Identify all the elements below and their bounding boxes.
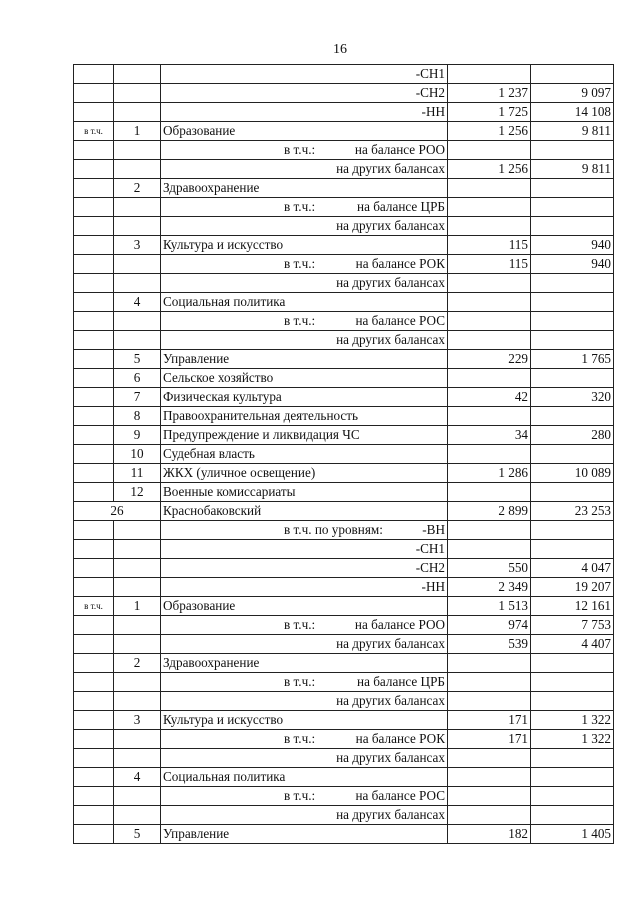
table-row	[74, 825, 614, 844]
table-row	[74, 217, 614, 236]
value-col1	[448, 407, 531, 426]
value-col1: 115	[448, 236, 531, 255]
table-row	[74, 635, 614, 654]
value-col1: 1 513	[448, 597, 531, 616]
row-label: Образование	[163, 123, 236, 138]
row-number	[114, 540, 161, 559]
row-prefix	[74, 103, 114, 122]
value-col2	[531, 217, 614, 236]
row-label: на балансе РОО	[354, 142, 445, 157]
value-col2: 4 407	[531, 635, 614, 654]
row-number: 2	[114, 654, 161, 673]
row-number	[114, 255, 161, 274]
value-col1: 1 725	[448, 103, 531, 122]
row-prefix	[74, 806, 114, 825]
table-row	[74, 673, 614, 692]
value-col2: 9 811	[531, 160, 614, 179]
value-col2	[531, 293, 614, 312]
row-label-cell	[161, 426, 448, 445]
row-prefix	[74, 388, 114, 407]
row-number	[114, 806, 161, 825]
table-row	[74, 464, 614, 483]
row-label: на других балансах	[336, 750, 445, 765]
value-col2	[531, 521, 614, 540]
value-col2: 10 089	[531, 464, 614, 483]
table-row	[74, 350, 614, 369]
row-number: 5	[114, 825, 161, 844]
row-number: 2	[114, 179, 161, 198]
row-label: Правоохранительная деятельность	[163, 408, 359, 423]
row-label: на других балансах	[336, 275, 445, 290]
row-label-cell	[161, 768, 448, 787]
value-col1: 115	[448, 255, 531, 274]
row-prefix	[74, 369, 114, 388]
row-number	[114, 274, 161, 293]
value-col2: 14 108	[531, 103, 614, 122]
value-col1: 1 237	[448, 84, 531, 103]
row-label: Управление	[163, 351, 230, 366]
row-label-cell	[161, 692, 448, 711]
row-prefix	[74, 540, 114, 559]
row-number	[114, 160, 161, 179]
row-number: 3	[114, 236, 161, 255]
value-col2: 19 207	[531, 578, 614, 597]
row-label-cell	[161, 103, 448, 122]
table-row	[74, 236, 614, 255]
value-col2: 1 322	[531, 711, 614, 730]
row-prefix	[74, 160, 114, 179]
row-label-cell	[161, 350, 448, 369]
value-col1	[448, 692, 531, 711]
row-prefix	[74, 483, 114, 502]
row-label-cell	[161, 464, 448, 483]
value-col1: 229	[448, 350, 531, 369]
row-label-cell	[161, 236, 448, 255]
row-number: 1	[114, 122, 161, 141]
row-label-cell	[161, 331, 448, 350]
table-row	[74, 179, 614, 198]
row-number: 9	[114, 426, 161, 445]
row-label-cell	[161, 179, 448, 198]
value-col2	[531, 407, 614, 426]
value-col2: 23 253	[531, 502, 614, 521]
row-prefix	[74, 464, 114, 483]
row-number	[114, 141, 161, 160]
row-label: Образование	[163, 598, 236, 613]
value-col1	[448, 141, 531, 160]
row-label-cell	[161, 673, 448, 692]
value-col1: 182	[448, 825, 531, 844]
row-prefix	[74, 65, 114, 84]
row-label-cell	[161, 483, 448, 502]
value-col1	[448, 274, 531, 293]
row-label-cell	[161, 521, 448, 540]
value-col1	[448, 331, 531, 350]
value-col2	[531, 692, 614, 711]
value-col2: 1 322	[531, 730, 614, 749]
value-col1	[448, 312, 531, 331]
row-prefix	[74, 255, 114, 274]
value-col1	[448, 65, 531, 84]
row-label: Управление	[163, 826, 230, 841]
row-label-cell	[161, 806, 448, 825]
row-number	[114, 635, 161, 654]
row-label: ЖКХ (уличное освещение)	[163, 465, 316, 480]
table-row	[74, 787, 614, 806]
table-row	[74, 730, 614, 749]
row-label: на балансе РОК	[355, 256, 445, 271]
row-label: на балансе ЦРБ	[357, 674, 445, 689]
row-number: 10	[114, 445, 161, 464]
row-label: -СН1	[415, 541, 445, 556]
table-row	[74, 141, 614, 160]
table-row	[74, 274, 614, 293]
row-prefix	[74, 426, 114, 445]
table-row	[74, 331, 614, 350]
row-subprefix: в т.ч.:	[284, 256, 316, 271]
table-row	[74, 711, 614, 730]
value-col1	[448, 540, 531, 559]
value-col2: 1 405	[531, 825, 614, 844]
table-row	[74, 84, 614, 103]
row-prefix	[74, 635, 114, 654]
row-label: на балансе РОК	[355, 731, 445, 746]
value-col1	[448, 787, 531, 806]
value-col2: 9 811	[531, 122, 614, 141]
value-col2	[531, 540, 614, 559]
table-row	[74, 103, 614, 122]
row-label: -СН2	[415, 560, 445, 575]
row-label-cell	[161, 445, 448, 464]
value-col2: 9 097	[531, 84, 614, 103]
value-col2: 940	[531, 255, 614, 274]
row-number: 12	[114, 483, 161, 502]
row-prefix	[74, 179, 114, 198]
row-label-cell	[161, 255, 448, 274]
row-prefix	[74, 749, 114, 768]
value-col1: 2 349	[448, 578, 531, 597]
row-prefix	[74, 350, 114, 369]
row-subprefix: в т.ч.:	[284, 788, 316, 803]
value-col2: 12 161	[531, 597, 614, 616]
row-prefix	[74, 312, 114, 331]
row-number	[114, 673, 161, 692]
value-col1	[448, 768, 531, 787]
table-row	[74, 692, 614, 711]
value-col1: 42	[448, 388, 531, 407]
row-label-cell	[161, 198, 448, 217]
row-number	[114, 198, 161, 217]
row-number	[114, 787, 161, 806]
value-col2	[531, 806, 614, 825]
table-row	[74, 521, 614, 540]
row-prefix	[74, 521, 114, 540]
row-label: Краснобаковский	[163, 503, 262, 518]
row-number: 6	[114, 369, 161, 388]
row-subprefix: в т.ч.:	[284, 199, 316, 214]
row-prefix	[74, 768, 114, 787]
row-label: на балансе ЦРБ	[357, 199, 445, 214]
row-label: Культура и искусство	[163, 237, 284, 252]
value-col1	[448, 369, 531, 388]
row-number	[114, 749, 161, 768]
row-label-cell	[161, 540, 448, 559]
table-row	[74, 578, 614, 597]
row-prefix	[74, 787, 114, 806]
value-col1: 171	[448, 711, 531, 730]
row-label: на балансе РОС	[355, 313, 445, 328]
row-prefix	[74, 692, 114, 711]
value-col2	[531, 654, 614, 673]
table-row	[74, 806, 614, 825]
row-prefix	[74, 293, 114, 312]
row-label: -СН1	[415, 66, 445, 81]
row-label-cell	[161, 749, 448, 768]
row-number: 4	[114, 293, 161, 312]
value-col2	[531, 787, 614, 806]
row-label-cell	[161, 65, 448, 84]
row-number	[114, 103, 161, 122]
row-number	[114, 616, 161, 635]
row-label: Здравоохранение	[163, 180, 260, 195]
row-number: 7	[114, 388, 161, 407]
row-prefix	[74, 578, 114, 597]
value-col1	[448, 654, 531, 673]
value-col2	[531, 749, 614, 768]
value-col1	[448, 198, 531, 217]
row-label-cell	[161, 388, 448, 407]
row-number	[114, 65, 161, 84]
row-label: -НН	[421, 104, 445, 119]
value-col1	[448, 217, 531, 236]
page-number: 16	[333, 42, 347, 57]
row-subprefix: в т.ч. по уровням:	[284, 522, 383, 537]
table-row	[74, 654, 614, 673]
row-subprefix: в т.ч.:	[284, 617, 316, 632]
row-label: на других балансах	[336, 636, 445, 651]
value-col1: 171	[448, 730, 531, 749]
row-label: на других балансах	[336, 332, 445, 347]
value-col1	[448, 806, 531, 825]
row-label: -НН	[421, 579, 445, 594]
row-prefix	[74, 673, 114, 692]
value-col1	[448, 673, 531, 692]
table-row	[74, 426, 614, 445]
row-label: Судебная власть	[163, 446, 255, 461]
row-prefix	[74, 331, 114, 350]
row-prefix	[74, 616, 114, 635]
table-row	[74, 255, 614, 274]
row-label: Социальная политика	[163, 769, 286, 784]
row-label-cell	[161, 825, 448, 844]
table-row	[74, 312, 614, 331]
row-subprefix: в т.ч.:	[284, 142, 316, 157]
value-col1: 974	[448, 616, 531, 635]
value-col1: 2 899	[448, 502, 531, 521]
row-number	[114, 217, 161, 236]
row-label-cell	[161, 293, 448, 312]
row-label: -СН2	[415, 85, 445, 100]
row-label: на балансе РОО	[354, 617, 445, 632]
value-col2: 320	[531, 388, 614, 407]
row-label-cell	[161, 654, 448, 673]
value-col1	[448, 179, 531, 198]
value-col2: 4 047	[531, 559, 614, 578]
row-number	[114, 312, 161, 331]
row-label-cell	[161, 616, 448, 635]
row-prefix	[74, 274, 114, 293]
table-row	[74, 445, 614, 464]
table-row	[74, 388, 614, 407]
row-label: Военные комиссариаты	[163, 484, 296, 499]
row-label: на других балансах	[336, 807, 445, 822]
row-number: 8	[114, 407, 161, 426]
value-col1: 1 256	[448, 160, 531, 179]
row-number: 1	[114, 597, 161, 616]
row-label-cell	[161, 274, 448, 293]
table-row	[74, 559, 614, 578]
row-label-cell	[161, 635, 448, 654]
value-col2	[531, 141, 614, 160]
row-label: на других балансах	[336, 161, 445, 176]
row-label: Физическая культура	[163, 389, 282, 404]
value-col1: 539	[448, 635, 531, 654]
row-number	[114, 692, 161, 711]
row-label: Предупреждение и ликвидация ЧС	[163, 427, 360, 442]
value-col1: 1 256	[448, 122, 531, 141]
row-label: Здравоохранение	[163, 655, 260, 670]
row-label-cell	[161, 160, 448, 179]
row-number	[114, 84, 161, 103]
value-col1	[448, 445, 531, 464]
value-col1: 1 286	[448, 464, 531, 483]
row-prefix	[74, 217, 114, 236]
row-number	[114, 521, 161, 540]
table-row	[74, 597, 614, 616]
value-col2	[531, 312, 614, 331]
row-number: 5	[114, 350, 161, 369]
row-prefix	[74, 559, 114, 578]
row-label-cell	[161, 559, 448, 578]
value-col2	[531, 445, 614, 464]
row-label: Культура и искусство	[163, 712, 284, 727]
value-col2	[531, 179, 614, 198]
row-number	[114, 578, 161, 597]
row-number: 11	[114, 464, 161, 483]
table-row	[74, 616, 614, 635]
data-table	[73, 64, 614, 844]
value-col2: 940	[531, 236, 614, 255]
row-prefix	[74, 654, 114, 673]
table-row	[74, 122, 614, 141]
value-col2	[531, 198, 614, 217]
value-col1	[448, 483, 531, 502]
row-label-cell	[161, 84, 448, 103]
table-row	[74, 293, 614, 312]
row-prefix: в т.ч.	[74, 597, 114, 616]
table-row	[74, 502, 614, 521]
row-label-cell	[161, 122, 448, 141]
table-row	[74, 65, 614, 84]
row-label: на других балансах	[336, 218, 445, 233]
value-col1: 550	[448, 559, 531, 578]
row-label: Социальная политика	[163, 294, 286, 309]
row-label-cell	[161, 407, 448, 426]
row-number	[114, 730, 161, 749]
row-prefix	[74, 825, 114, 844]
row-label: Сельское хозяйство	[163, 370, 274, 385]
row-label: -ВН	[422, 522, 445, 537]
row-subprefix: в т.ч.:	[284, 731, 316, 746]
value-col2	[531, 274, 614, 293]
table-row	[74, 198, 614, 217]
row-number	[114, 559, 161, 578]
row-prefix	[74, 407, 114, 426]
value-col1	[448, 521, 531, 540]
row-number: 26	[74, 502, 161, 521]
row-subprefix: в т.ч.:	[284, 674, 316, 689]
row-number	[114, 331, 161, 350]
value-col2	[531, 673, 614, 692]
value-col1: 34	[448, 426, 531, 445]
value-col2: 1 765	[531, 350, 614, 369]
row-label-cell	[161, 787, 448, 806]
value-col2	[531, 369, 614, 388]
table-row	[74, 483, 614, 502]
value-col1	[448, 293, 531, 312]
value-col2: 280	[531, 426, 614, 445]
row-number: 3	[114, 711, 161, 730]
table-row	[74, 369, 614, 388]
table-row	[74, 768, 614, 787]
row-prefix	[74, 445, 114, 464]
row-label-cell	[161, 502, 448, 521]
row-subprefix: в т.ч.:	[284, 313, 316, 328]
table-row	[74, 749, 614, 768]
row-prefix	[74, 730, 114, 749]
row-label-cell	[161, 141, 448, 160]
row-label-cell	[161, 578, 448, 597]
row-prefix	[74, 711, 114, 730]
row-prefix	[74, 198, 114, 217]
row-label-cell	[161, 711, 448, 730]
row-prefix	[74, 141, 114, 160]
row-label: на балансе РОС	[355, 788, 445, 803]
row-label-cell	[161, 312, 448, 331]
row-prefix: в т.ч.	[74, 122, 114, 141]
row-label-cell	[161, 369, 448, 388]
table-row	[74, 540, 614, 559]
row-prefix	[74, 236, 114, 255]
row-prefix	[74, 84, 114, 103]
table-row	[74, 407, 614, 426]
value-col2: 7 753	[531, 616, 614, 635]
row-label-cell	[161, 730, 448, 749]
value-col2	[531, 768, 614, 787]
row-label-cell	[161, 597, 448, 616]
value-col2	[531, 65, 614, 84]
table-row	[74, 160, 614, 179]
value-col2	[531, 483, 614, 502]
row-number: 4	[114, 768, 161, 787]
value-col2	[531, 331, 614, 350]
value-col1	[448, 749, 531, 768]
row-label: на других балансах	[336, 693, 445, 708]
row-label-cell	[161, 217, 448, 236]
